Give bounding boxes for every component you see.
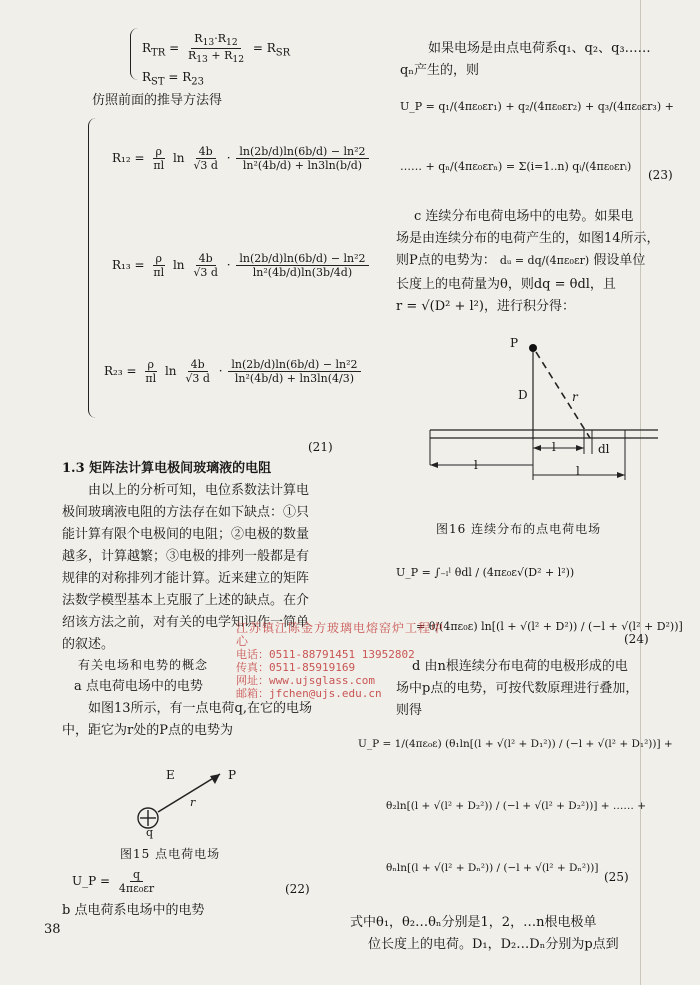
stamp-email: 邮箱：jfchen@ujs.edu.cn (236, 687, 382, 700)
item-a-heading: a 点电荷电场中的电势 (74, 679, 203, 694)
para-line: 法数学模型基本上克服了上述的缺点。在介 (62, 593, 310, 608)
eq-r23: R₂₃ = $\frac{\rho}{\pi l}$ ln $\frac{4b}{√3 d}$ · $\frac{\text{ln(2b/d)ln(6b/d) − ln²2}}{\text{ln²(4b/d) + ln3ln(4/3)}}$ (104, 358, 363, 385)
para-line: 能计算有限个电极间的电阻；②电极的数量 (62, 527, 310, 542)
para-line: 极间玻璃液电阻的方法存在如下缺点：①只 (62, 505, 310, 520)
fig15-label-E: E (166, 768, 175, 782)
figure-15 (120, 760, 280, 840)
eq24-number: (24) (624, 632, 649, 646)
eq22-number: (22) (285, 882, 310, 896)
para-line: 规律的对称排列才能计算。近来建立的矩阵 (62, 571, 310, 586)
fig15-label-P: P (228, 768, 237, 782)
red-stamp (236, 622, 456, 700)
eq-23-line-1: U_P = q₁/(4πε₀εr₁) + q₂/(4πε₀εr₂) + q₃/(4πε₀εr₃) + (400, 100, 674, 113)
eq25-number: (25) (604, 870, 629, 884)
sub-heading: 有关电场和电势的概念 (78, 658, 209, 672)
para-line: 绍该方法之前，对有关的电学知识作一简单 (62, 615, 310, 630)
para-line: 由以上的分析可知，电位系数法计算电 (88, 483, 310, 498)
stamp-title: 江苏镇江陈金方玻璃电熔窑炉工程中心 (236, 621, 445, 648)
eq-24-line-2: = θ/(4πε₀ε) ln[(l + √(l² + D²)) / (−l + √(l² + D²))] (416, 620, 683, 633)
page-number: 38 (44, 922, 61, 937)
item-b-heading: b 点电荷系电场中的电势 (62, 903, 205, 918)
item-c-line-5: r = √(D² + l²)，进行积分得： (396, 299, 575, 314)
section-heading: 1.3 矩阵法计算电极间玻璃液的电阻 (62, 461, 272, 476)
eq-23-line-2: …… + qₙ/(4πε₀εrₙ) = Σ(i=1..n) qᵢ/(4πε₀εrᵢ) (400, 160, 632, 173)
fig16-label-P: P (510, 336, 519, 350)
eq-22: U_P = $\frac{q}{\text{4πε₀εr}}$ (72, 868, 155, 895)
fig16-label-l-inner: l (552, 440, 556, 454)
brace-rtr (130, 28, 139, 80)
eq-rst: $R_{ST} = R_{23}$ (142, 70, 205, 88)
right-l-arrow (617, 472, 625, 478)
brace-eq21 (88, 118, 103, 418)
item-c-line-1: c 连续分布电荷电场中的电势。如果电 (414, 209, 634, 224)
fig16-label-l-right: l (576, 464, 580, 478)
point-P (529, 344, 537, 352)
inner-l-arrow-right (576, 445, 584, 451)
para-line: 的叙述。 (62, 637, 115, 652)
distance-r-line (536, 352, 590, 438)
fig16-caption: 图16 连续分布的点电荷电场 (436, 522, 602, 536)
eq-25-line-1: U_P = 1/(4πε₀ε) (θ₁ln[(l + √(l² + D₁²)) / (−l + √(l² + D₁²))] + (358, 738, 673, 750)
item-d-line-1: d 由n根连续分布电荷的电极形成的电 (412, 659, 628, 674)
item-c-line-4: 长度上的电荷量为θ，则dq = θdl，且 (396, 277, 616, 292)
item-c-line-3 (396, 250, 645, 272)
fig16-label-D: D (518, 388, 528, 402)
fig15-label-r: r (190, 796, 196, 809)
para-line: 越多，计算越繁；③电极的排列一般都是有 (62, 549, 310, 564)
item-a-line-1: 如图13所示，有一点电荷q,在它的电场 (88, 701, 312, 716)
fig16-label-dl: dl (598, 442, 610, 456)
intro-text: 仿照前面的推导方法得 (92, 93, 223, 108)
eq-r13: R₁₃ = $\frac{\rho}{\pi l}$ ln $\frac{4b}{√3 d}$ · $\frac{\text{ln(2b/d)ln(6b/d) − ln²2}}{\text{ln²(4b/d)ln(3b/4d)}}$ (112, 252, 371, 279)
fig15-caption: 图15 点电荷电场 (120, 847, 221, 861)
fig16-label-l-left: l (474, 458, 478, 472)
figure-16 (420, 330, 660, 500)
eq23-number: (23) (648, 168, 673, 182)
stamp-fax: 传真：0511-85919169 (236, 661, 356, 674)
item-a-line-2: 中，距它为r处的P点的电势为 (62, 723, 233, 738)
item-c-formula: dᵤ = dq/(4πε₀εr) (499, 254, 590, 267)
item-c-line-2: 场是由连续分布的电荷产生的，如图14所示， (396, 231, 660, 246)
eq-24-line-1: U_P = ∫₋ₗˡ θdl / (4πε₀ε√(D² + l²)) (396, 566, 575, 579)
left-l-arrow (430, 462, 438, 468)
eq-r12: R₁₂ = $\frac{\rho}{\pi l}$ ln $\frac{4b}{√3 d}$ · $\frac{\text{ln(2b/d)ln(6b/d) − ln²2}}{\text{ln²(4b/d) + ln3ln(b/d)}}$ (112, 145, 371, 172)
eq-25-line-2: θ₂ln[(l + √(l² + D₂²)) / (−l + √(l² + D₂²))] + …… + (386, 800, 647, 812)
item-d-line-3: 则得 (396, 703, 423, 718)
item-c-text-tail: 假设单位 (593, 253, 646, 268)
para-end-line-2: 位长度上的电荷。D₁，D₂…Dₙ分别为p点到 (368, 937, 619, 952)
right-para-2: qₙ产生的，则 (400, 63, 479, 78)
para-end-line-1: 式中θ₁，θ₂…θₙ分别是1，2，…n根电极单 (350, 915, 597, 930)
item-c-text: 则P点的电势为： (396, 253, 496, 268)
fig15-label-q: q (146, 826, 154, 839)
fig16-label-r: r (572, 390, 578, 404)
stamp-phone: 电话：0511-88791451 13952802 (236, 648, 415, 661)
stamp-website: 网址：www.ujsglass.com (236, 674, 375, 687)
item-d-line-2: 场中p点的电势，可按代数原理进行叠加， (396, 681, 639, 696)
eq21-number: (21) (308, 440, 333, 454)
eq-rtr: $R_{TR}$ = $\frac{R_{13}\cdot R_{12}}{R_{13} + R_{12}}$ = $R_{SR}$ (142, 32, 291, 66)
right-para-1: 如果电场是由点电荷系q₁、q₂、q₃…… (428, 41, 651, 56)
inner-l-arrow-left (533, 445, 541, 451)
eq-25-line-3: θₙln[(l + √(l² + Dₙ²)) / (−l + √(l² + Dₙ²))] (386, 862, 599, 874)
